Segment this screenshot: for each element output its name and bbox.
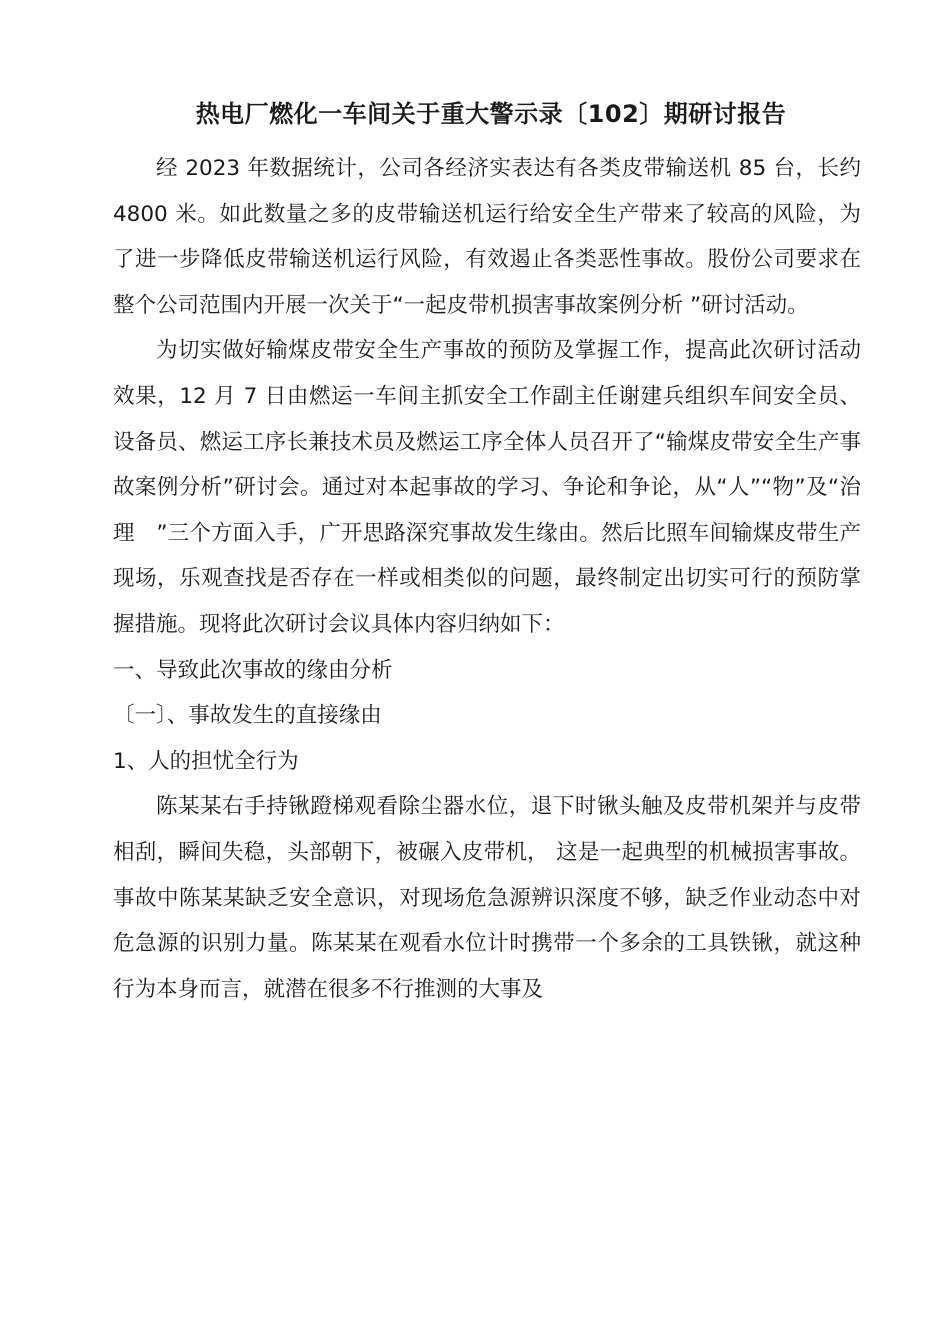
heading-cause-analysis: 一、导致此次事故的缘由分析	[113, 657, 393, 683]
document-page	[113, 92, 861, 1012]
document-title: 热电厂燃化一车间关于重大警示录〔102〕期研讨报告	[195, 100, 787, 128]
heading-unsafe-behavior: 1、人的担忧全行为	[113, 748, 299, 774]
paragraph-statistics: 经 2023 年数据统计，公司各经济实表达有各类皮带输送机 85 台，长约 4800 米。如此数量之多的皮带输送机运行给安全生产带来了较高的风险，为了进一步降低皮带输送机运行风险，有效遏止各类恶性事故。股份公司要求在整个公司范围内开展一次关于“一起皮带机损害事故案例分析 ”研讨活动。	[113, 156, 861, 318]
paragraph-seminar: 为切实做好输煤皮带安全生产事故的预防及掌握工作，提高此次研讨活动效果，12 月 7 日由燃运一车间主抓安全工作副主任谢建兵组织车间安全员、设备员、燃运工序长兼技术员及燃运工序全体人员召开了“输煤皮带安全生产事故案例分析”研讨会。通过对本起事故的学习、争论和争论，从“人”“物”及“治理 ”三个方面入手，广开思路深究事故发生缘由。然后比照车间输煤皮带生产现场，乐观查找是否存在一样或相类似的问题，最终制定出切实可行的预防掌握措施。现将此次研讨会议具体内容归纳如下：	[113, 338, 861, 637]
document-body	[113, 146, 861, 1012]
heading-direct-cause: 〔一〕、事故发生的直接缘由	[113, 703, 382, 729]
paragraph-accident-description: 陈某某右手持锹蹬梯观看除尘器水位，退下时锹头触及皮带机架并与皮带相刮，瞬间失稳，头部朝下，被碾入皮带机， 这是一起典型的机械损害事故。事故中陈某某缺乏安全意识，对现场危急源辨识深度不够，缺乏作业动态中对危急源的识别力量。陈某某在观看水位计时携带一个多余的工具铁锹，就这种行为本身而言，就潜在很多不行推测的大事及	[113, 794, 861, 1002]
